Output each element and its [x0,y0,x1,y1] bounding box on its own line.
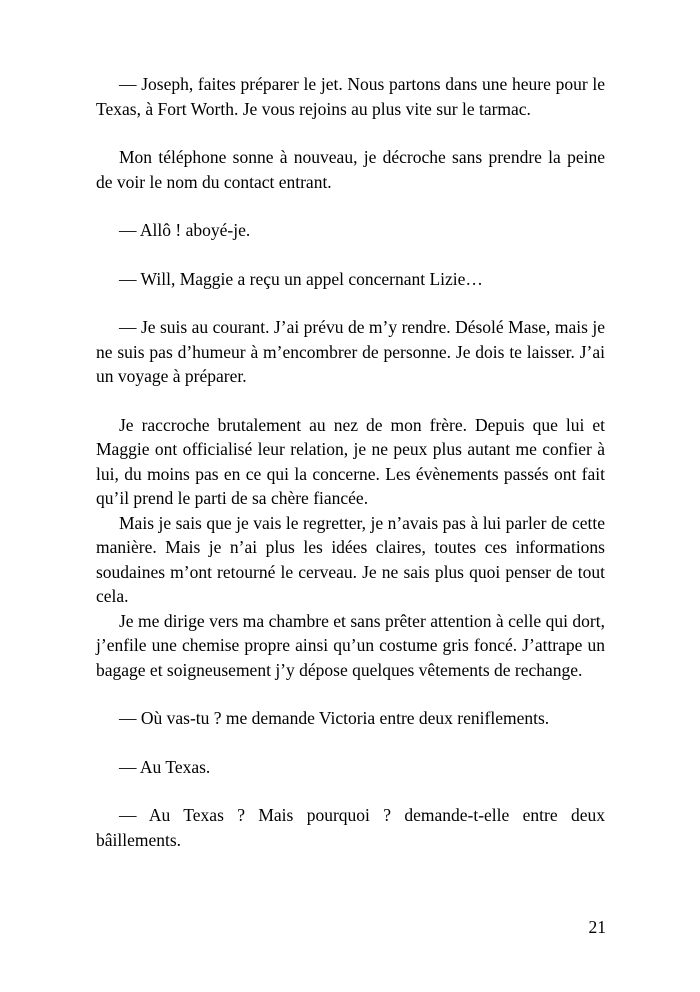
paragraph-mais-pourquoi: — Au Texas ? Mais pourquoi ? demande-t-elle entre deux bâillements. [96,805,605,850]
paragraph-joseph-jet: — Joseph, faites préparer le jet. Nous partons dans une heure pour le Texas, à Fort Worth. Je vous rejoins au plus vite sur le tarmac. [96,74,605,119]
page-number: 21 [588,917,606,937]
paragraph-ou-vas-tu: — Où vas-tu ? me demande Victoria entre deux reniflements. [119,708,550,728]
paragraph-allo: — Allô ! aboyé-je. [119,220,251,240]
paragraph-raccroche: Je raccroche brutalement au nez de mon frère. Depuis que lui et Maggie ont officialisé leur relation, je ne peux plus autant me confier à lui, du moins pas en ce qui la concerne. Les évènements passés ont fait qu’il prend le parti de sa chère fiancée. [96,414,605,508]
paragraph-regretter: Mais je sais que je vais le regretter, je n’avais pas à lui parler de cette manière. Mais je n’ai plus les idées claires, toutes ces informations soudaines m’ont retourné le cerveau. Je ne sais plus quoi penser de tout cela. [96,512,605,606]
paragraph-chambre: Je me dirige vers ma chambre et sans prêter attention à celle qui dort, j’enfile une chemise propre ainsi qu’un costume gris foncé. J’attrape un bagage et soigneusement j’y dépose quelques vêtements de rechange. [96,610,605,680]
book-page-body [96,72,605,852]
paragraph-au-texas: — Au Texas. [119,756,211,777]
paragraph-will-maggie: — Will, Maggie a reçu un appel concernant Lizie… [119,268,483,289]
paragraph-phone-rings: Mon téléphone sonne à nouveau, je décroche sans prendre la peine de voir le nom du contact entrant. [96,147,605,192]
paragraph-au-courant: — Je suis au courant. J’ai prévu de m’y rendre. Désolé Mase, mais je ne suis pas d’humeur à m’encombrer de personne. Je dois te laisser. J’ai un voyage à préparer. [96,317,605,386]
